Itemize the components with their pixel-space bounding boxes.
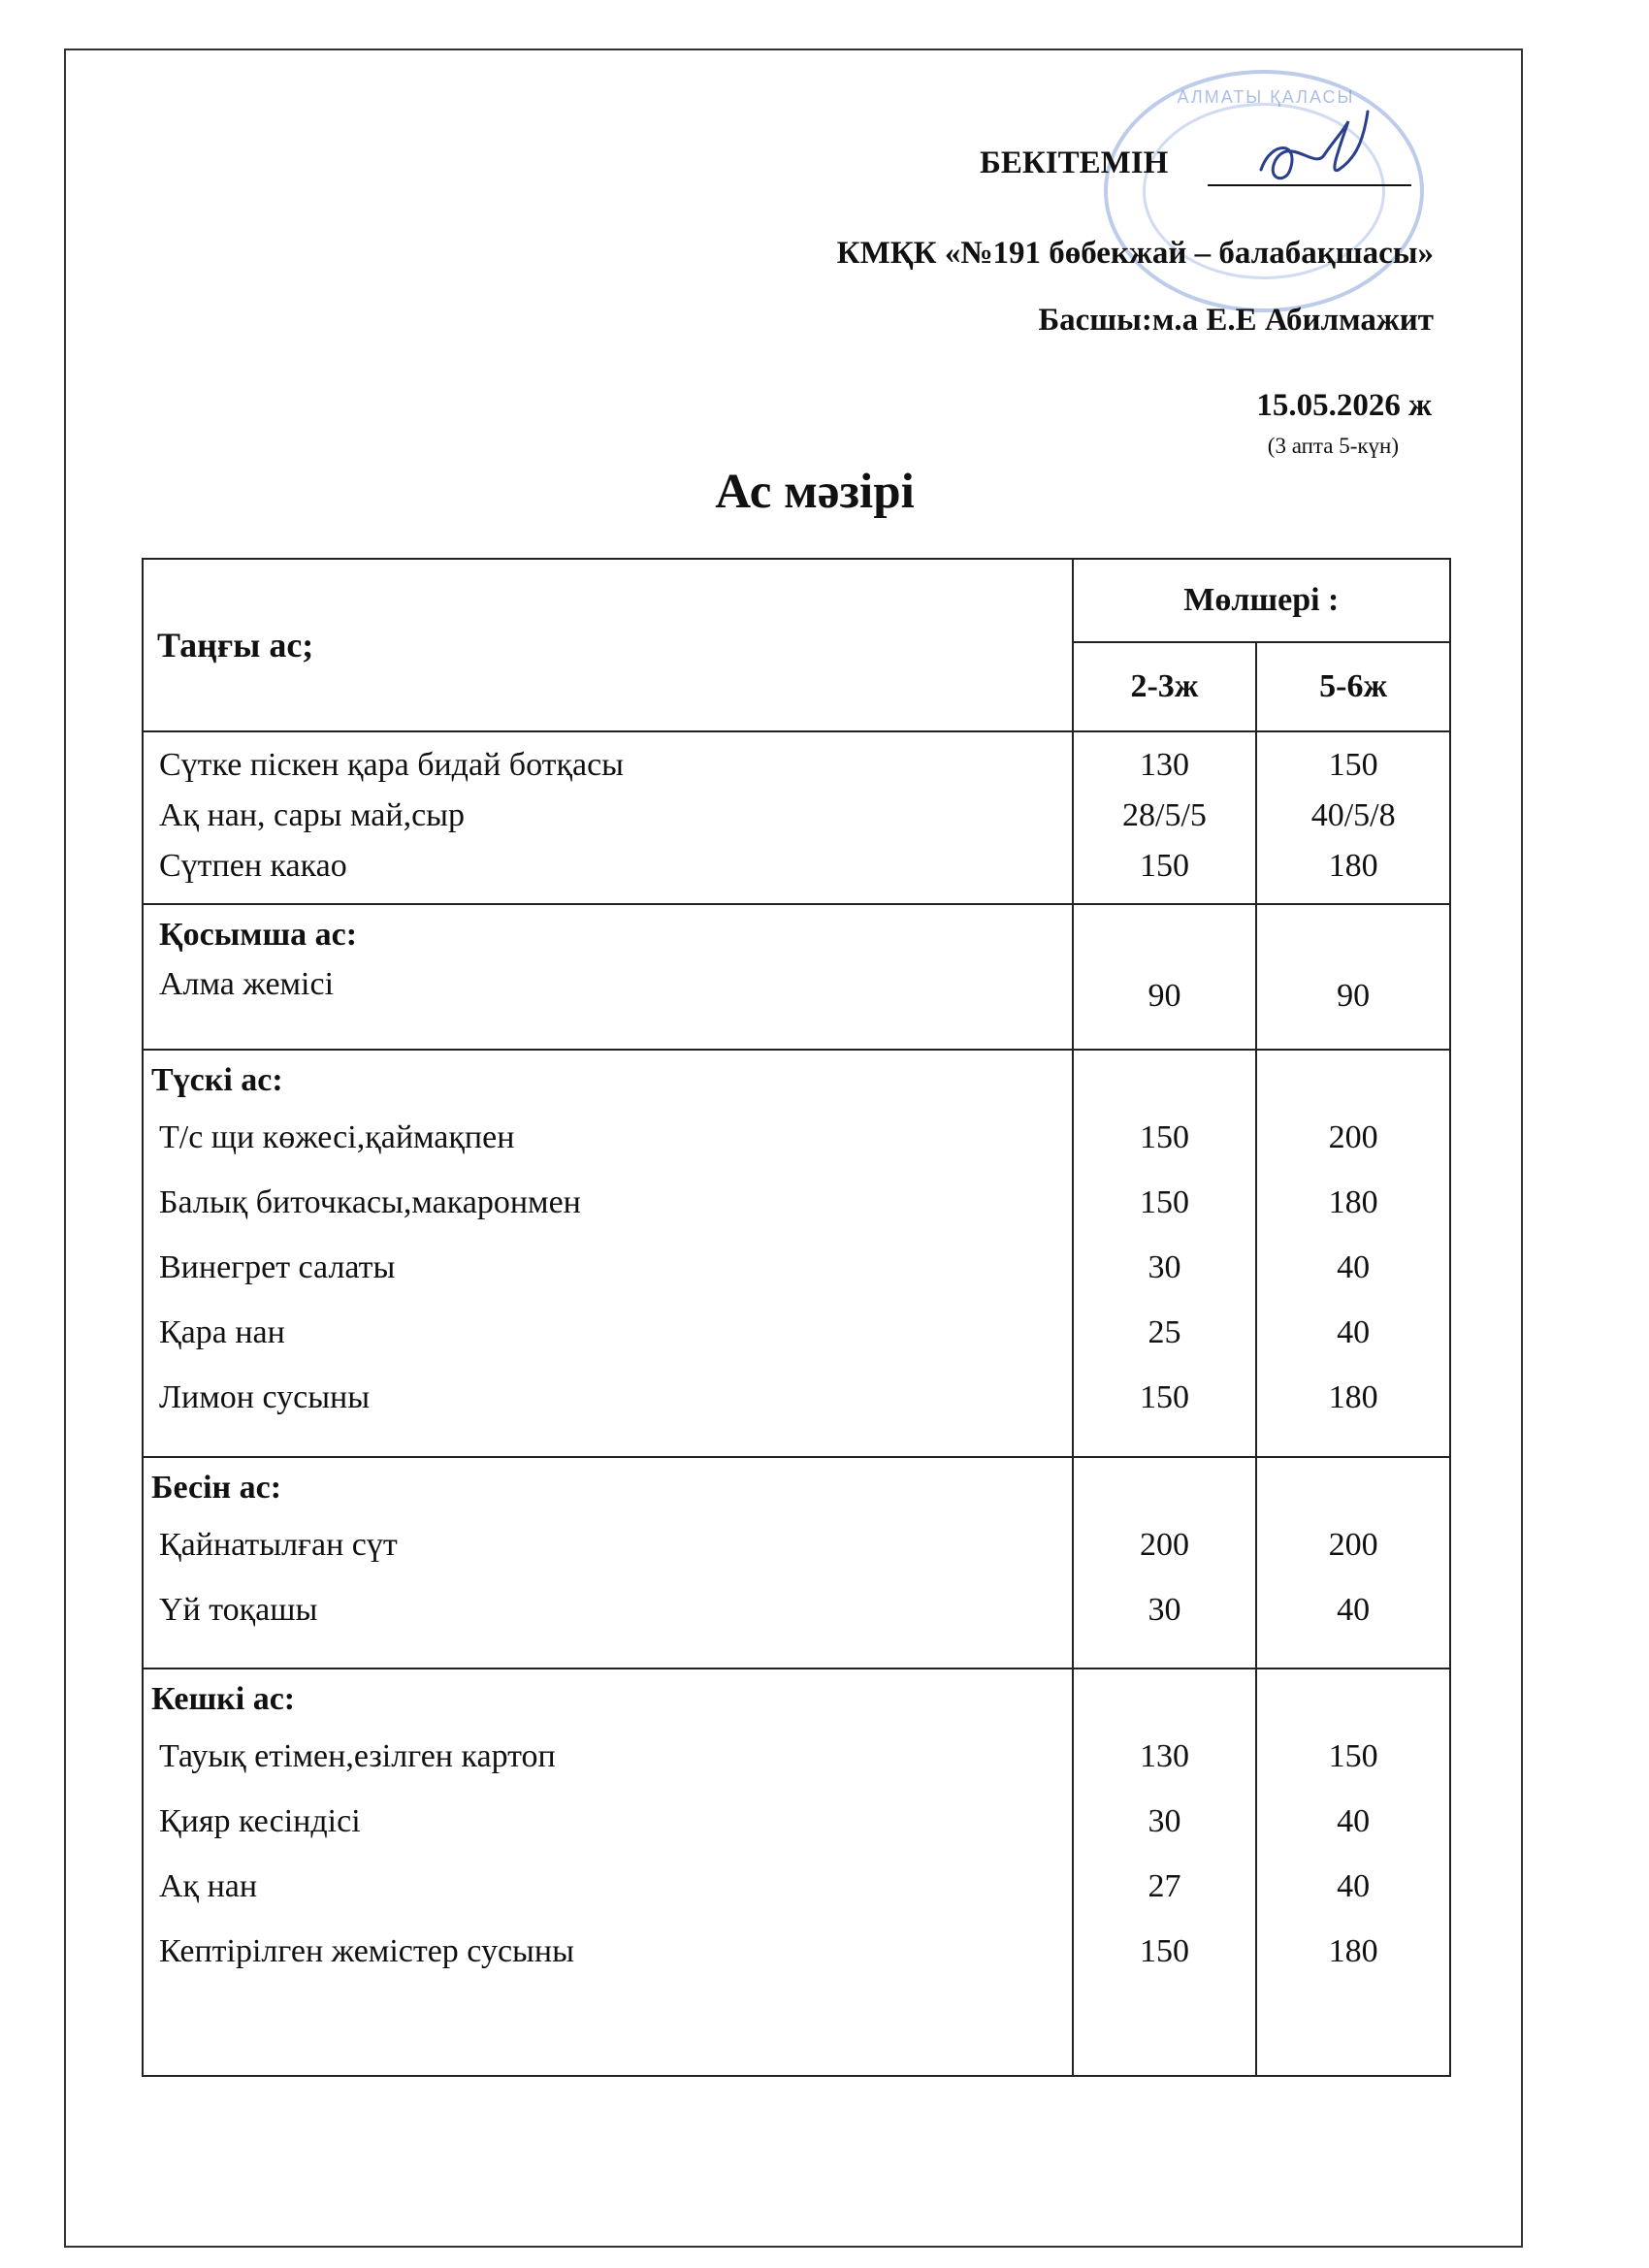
qty-value: 150 [1139,848,1189,884]
week-day: (3 апта 5-күн) [1267,434,1399,458]
qty-2-3 [1073,1457,1257,1669]
qty-5-6 [1256,1669,1450,2076]
section-extra [143,904,1073,1050]
qty-value: 30 [1148,1249,1181,1285]
seal-text: АЛМАТЫ ҚАЛАСЫ [1177,87,1355,107]
section-title: Кешкі ас: [151,1681,296,1717]
age-column-5-6: 5-6ж [1256,642,1450,731]
dish-names [143,731,1073,904]
qty-2-3 [1073,904,1257,1050]
qty-5-6 [1256,1050,1450,1457]
qty-value: 40 [1337,1868,1371,1904]
dish-name: Ақ нан, сары май,сыр [159,797,465,833]
qty-value: 180 [1328,1933,1378,1969]
qty-value: 40 [1337,1314,1371,1350]
section-title: Бесін ас: [151,1470,282,1506]
qty-value: 150 [1139,1379,1189,1415]
qty-5-6 [1256,731,1450,904]
signature-icon [1232,102,1397,199]
dish-name: Т/с щи көжесі,қаймақпен [159,1119,515,1155]
qty-2-3 [1073,1669,1257,2076]
qty-value: 40 [1337,1249,1371,1285]
table-row [143,1457,1450,1669]
qty-value: 30 [1148,1592,1181,1628]
qty-2-3 [1073,1050,1257,1457]
dish-name: Кептірілген жемістер сусыны [159,1933,574,1969]
table-row [143,1050,1450,1457]
section-title: Қосымша ас: [159,917,358,953]
qty-value: 40/5/8 [1310,797,1396,833]
qty-value: 180 [1328,1184,1378,1220]
section-snack [143,1457,1073,1669]
qty-value: 25 [1148,1314,1181,1350]
dish-name: Балық биточкасы,макаронмен [159,1184,581,1220]
qty-value: 27 [1148,1868,1181,1904]
page-title: Ас мәзірі [715,465,915,519]
dish-name: Лимон сусыны [159,1379,371,1415]
qty-value: 180 [1328,1379,1378,1415]
qty-5-6 [1256,1457,1450,1669]
dish-name: Винегрет салаты [159,1249,396,1285]
dish-name: Қияр кесіндісі [159,1803,361,1839]
dish-name: Үй тоқашы [159,1592,318,1628]
qty-5-6 [1256,904,1450,1050]
section-lunch [143,1050,1073,1457]
qty-value: 90 [1148,978,1181,1014]
qty-value: 200 [1139,1527,1189,1563]
dish-name: Сүтке піскен қара бидай ботқасы [159,747,625,783]
qty-value: 40 [1337,1592,1371,1628]
dish-name: Ақ нан [159,1868,258,1904]
menu-date: 15.05.2026 ж [1256,388,1432,423]
qty-value: 150 [1328,747,1378,783]
qty-value: 130 [1139,747,1189,783]
qty-value: 30 [1148,1803,1181,1839]
qty-value: 150 [1328,1738,1378,1774]
qty-value: 180 [1328,848,1378,884]
organization-name: КМҚК «№191 бөбекжай – балабақшасы» [836,236,1434,271]
qty-value: 200 [1328,1119,1378,1155]
qty-value: 150 [1139,1933,1189,1969]
dish-name: Сүтпен какао [159,848,347,884]
head-name: Басшы:м.а Е.Е Абилмажит [1038,303,1434,338]
qty-value: 150 [1139,1184,1189,1220]
section-title: Түскі ас: [151,1062,283,1098]
table-row [143,1669,1450,2076]
age-column-2-3: 2-3ж [1073,642,1257,731]
table-header-row [143,559,1450,642]
qty-value: 200 [1328,1527,1378,1563]
dish-name: Алма жемісі [159,966,335,1002]
dish-name: Қара нан [159,1314,285,1350]
table-row [143,731,1450,904]
dish-name: Қайнатылған сүт [159,1527,398,1563]
dish-name: Тауық етімен,езілген картоп [159,1738,556,1774]
section-dinner [143,1669,1073,2076]
qty-2-3 [1073,731,1257,904]
quantity-header: Мөлшері : [1073,559,1450,642]
table-row [143,904,1450,1050]
approve-label: БЕКІТЕМІН [980,146,1169,180]
qty-value: 150 [1139,1119,1189,1155]
breakfast-header: Таңғы ас; [143,559,1073,731]
qty-value: 40 [1337,1803,1371,1839]
menu-table [142,558,1451,2077]
qty-value: 90 [1337,978,1371,1014]
qty-value: 130 [1139,1738,1189,1774]
qty-value: 28/5/5 [1122,797,1207,833]
